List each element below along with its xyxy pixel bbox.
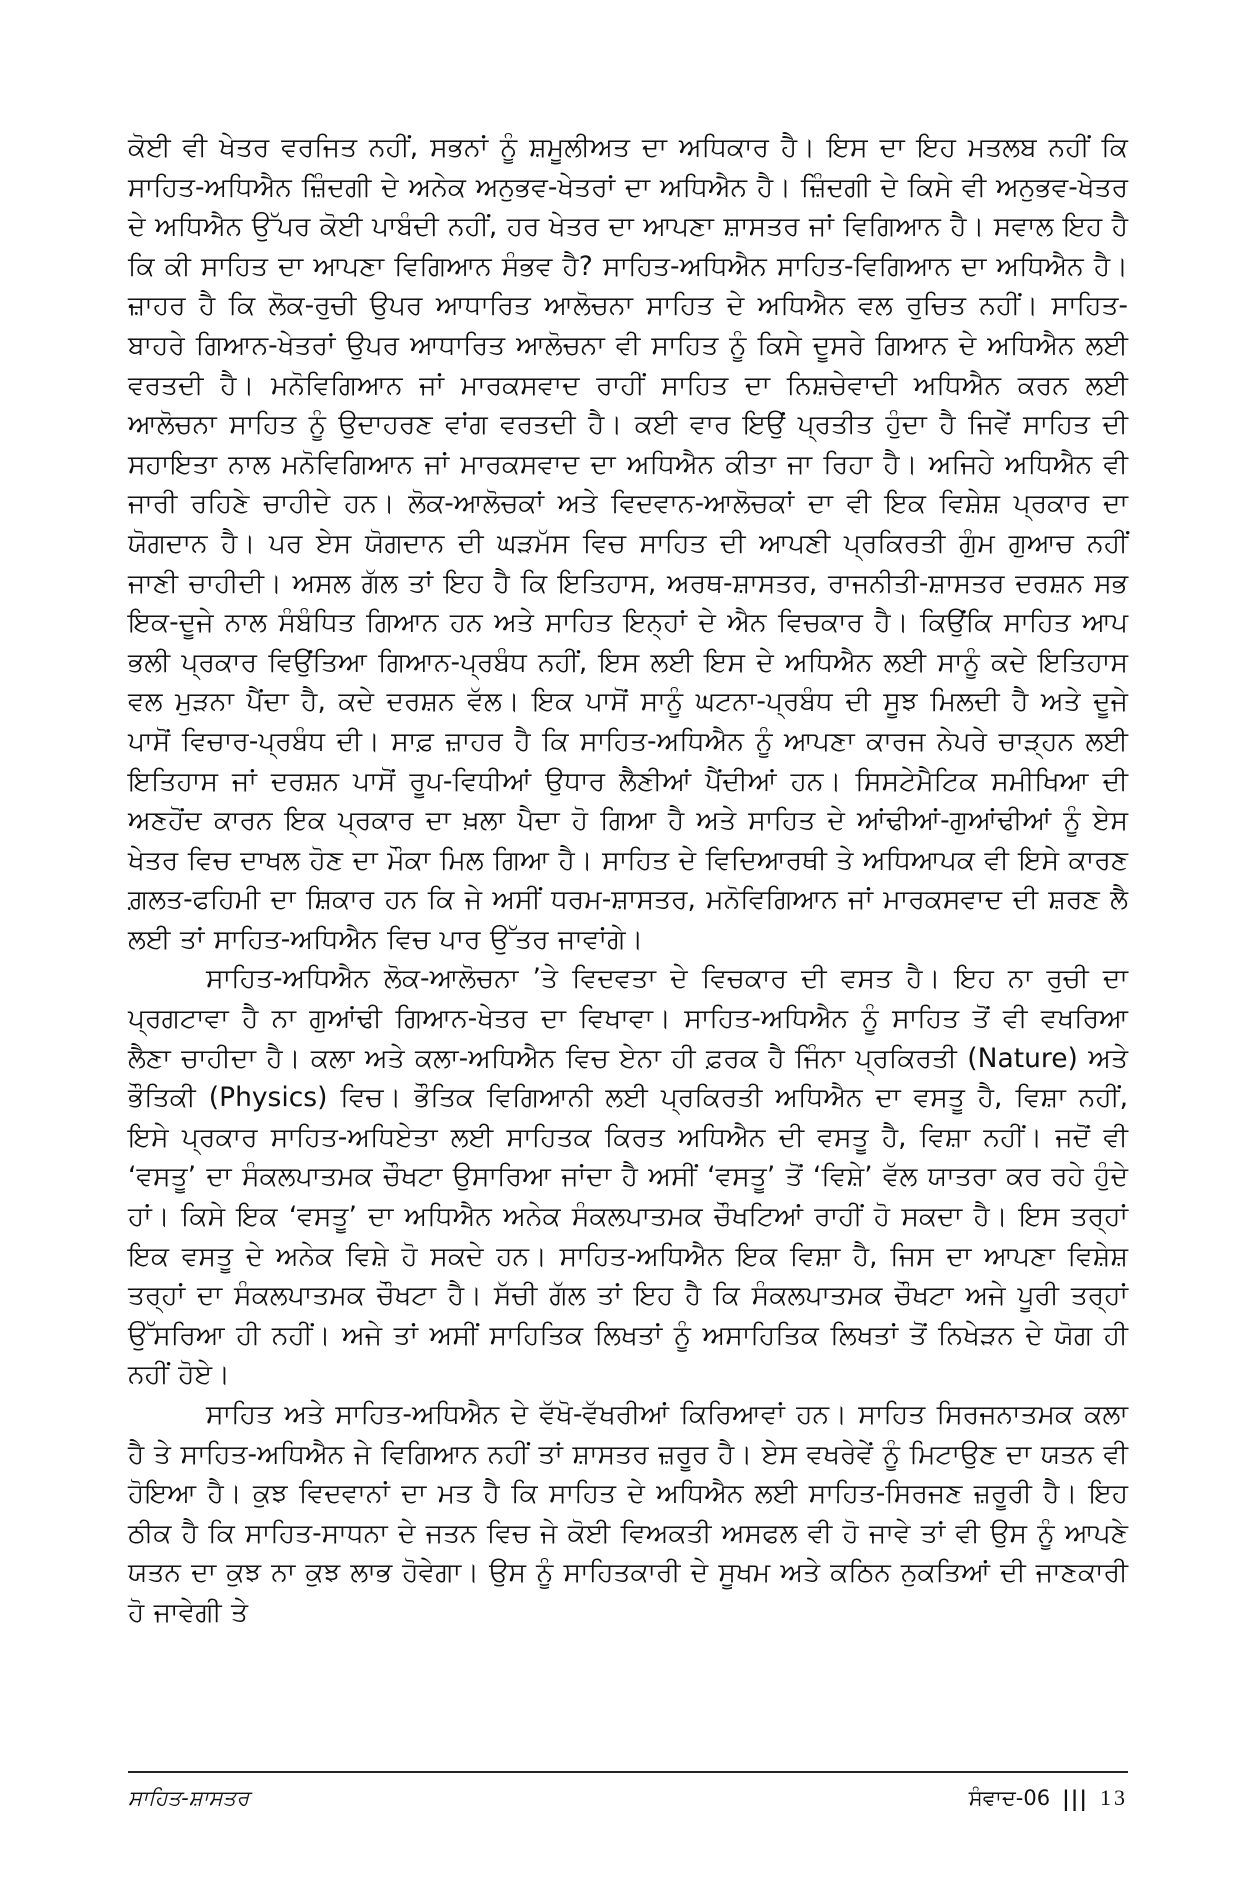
paragraph-3: ਸਾਹਿਤ ਅਤੇ ਸਾਹਿਤ-ਅਧਿਐਨ ਦੇ ਵੱਖੋ-ਵੱਖਰੀਆਂ ਕਿਰਿਆਵਾਂ ਹਨ। ਸਾਹਿਤ ਸਿਰਜਨਾਤਮਕ ਕਲਾ ਹੈ ਤੇ ਸਾਹਿਤ-ਅਧਿਐਨ ਜੇ ਵਿਗਿਆਨ ਨਹੀਂ ਤਾਂ ਸ਼ਾਸਤਰ ਜ਼ਰੂਰ ਹੈ। ਏਸ ਵਖਰੇਵੇਂ ਨੂੰ ਮਿਟਾਉਣ ਦਾ ਯਤਨ ਵੀ ਹੋਇਆ ਹੈ। ਕੁਝ ਵਿਦਵਾਨਾਂ ਦਾ ਮਤ ਹੈ ਕਿ ਸਾਹਿਤ ਦੇ ਅਧਿਐਨ ਲਈ ਸਾਹਿਤ-ਸਿਰਜਣ ਜ਼ਰੂਰੀ ਹੈ। ਇਹ ਠੀਕ ਹੈ ਕਿ ਸਾਹਿਤ-ਸਾਧਨਾ ਦੇ ਜਤਨ ਵਿਚ ਜੇ ਕੋਈ ਵਿਅਕਤੀ ਅਸਫਲ ਵੀ ਹੋ ਜਾਵੇ ਤਾਂ ਵੀ ਉਸ ਨੂੰ ਆਪਣੇ ਯਤਨ ਦਾ ਕੁਝ ਨਾ ਕੁਝ ਲਾਭ ਹੋਵੇਗਾ। ਉਸ ਨੂੰ ਸਾਹਿਤਕਾਰੀ ਦੇ ਸੂਖਮ ਅਤੇ ਕਠਿਨ ਨੁਕਤਿਆਂ ਦੀ ਜਾਣਕਾਰੀ ਹੋ ਜਾਵੇਗੀ ਤੇ	[128, 1399, 1128, 1628]
paragraph-1: ਕੋਈ ਵੀ ਖੇਤਰ ਵਰਜਿਤ ਨਹੀਂ, ਸਭਨਾਂ ਨੂੰ ਸ਼ਮੂਲੀਅਤ ਦਾ ਅਧਿਕਾਰ ਹੈ। ਇਸ ਦਾ ਇਹ ਮਤਲਬ ਨਹੀਂ ਕਿ ਸਾਹਿਤ-ਅਧਿਐਨ ਜ਼ਿੰਦਗੀ ਦੇ ਅਨੇਕ ਅਨੁਭਵ-ਖੇਤਰਾਂ ਦਾ ਅਧਿਐਨ ਹੈ। ਜ਼ਿੰਦਗੀ ਦੇ ਕਿਸੇ ਵੀ ਅਨੁਭਵ-ਖੇਤਰ ਦੇ ਅਧਿਐਨ ਉੱਪਰ ਕੋਈ ਪਾਬੰਦੀ ਨਹੀਂ, ਹਰ ਖੇਤਰ ਦਾ ਆਪਣਾ ਸ਼ਾਸਤਰ ਜਾਂ ਵਿਗਿਆਨ ਹੈ। ਸਵਾਲ ਇਹ ਹੈ ਕਿ ਕੀ ਸਾਹਿਤ ਦਾ ਆਪਣਾ ਵਿਗਿਆਨ ਸੰਭਵ ਹੈ? ਸਾਹਿਤ-ਅਧਿਐਨ ਸਾਹਿਤ-ਵਿਗਿਆਨ ਦਾ ਅਧਿਐਨ ਹੈ। ਜ਼ਾਹਰ ਹੈ ਕਿ ਲੋਕ-ਰੁਚੀ ਉਪਰ ਆਧਾਰਿਤ ਆਲੋਚਨਾ ਸਾਹਿਤ ਦੇ ਅਧਿਐਨ ਵਲ ਰੁਚਿਤ ਨਹੀਂ। ਸਾਹਿਤ-ਬਾਹਰੇ ਗਿਆਨ-ਖੇਤਰਾਂ ਉਪਰ ਆਧਾਰਿਤ ਆਲੋਚਨਾ ਵੀ ਸਾਹਿਤ ਨੂੰ ਕਿਸੇ ਦੂਸਰੇ ਗਿਆਨ ਦੇ ਅਧਿਐਨ ਲਈ ਵਰਤਦੀ ਹੈ। ਮਨੋਵਿਗਿਆਨ ਜਾਂ ਮਾਰਕਸਵਾਦ ਰਾਹੀਂ ਸਾਹਿਤ ਦਾ ਨਿਸ਼ਚੇਵਾਦੀ ਅਧਿਐਨ ਕਰਨ ਲਈ ਆਲੋਚਨਾ ਸਾਹਿਤ ਨੂੰ ਉਦਾਹਰਣ ਵਾਂਗ ਵਰਤਦੀ ਹੈ। ਕਈ ਵਾਰ ਇਉਂ ਪ੍ਰਤੀਤ ਹੁੰਦਾ ਹੈ ਜਿਵੇਂ ਸਾਹਿਤ ਦੀ ਸਹਾਇਤਾ ਨਾਲ ਮਨੋਵਿਗਿਆਨ ਜਾਂ ਮਾਰਕਸਵਾਦ ਦਾ ਅਧਿਐਨ ਕੀਤਾ ਜਾ ਰਿਹਾ ਹੈ। ਅਜਿਹੇ ਅਧਿਐਨ ਵੀ ਜਾਰੀ ਰਹਿਣੇ ਚਾਹੀਦੇ ਹਨ। ਲੋਕ-ਆਲੋਚਕਾਂ ਅਤੇ ਵਿਦਵਾਨ-ਆਲੋਚਕਾਂ ਦਾ ਵੀ ਇਕ ਵਿਸ਼ੇਸ਼ ਪ੍ਰਕਾਰ ਦਾ ਯੋਗਦਾਨ ਹੈ। ਪਰ ਏਸ ਯੋਗਦਾਨ ਦੀ ਘੜਮੱਸ ਵਿਚ ਸਾਹਿਤ ਦੀ ਆਪਣੀ ਪ੍ਰਕਿਰਤੀ ਗੁੰਮ ਗੁਆਚ ਨਹੀਂ ਜਾਣੀ ਚਾਹੀਦੀ। ਅਸਲ ਗੱਲ ਤਾਂ ਇਹ ਹੈ ਕਿ ਇਤਿਹਾਸ, ਅਰਥ-ਸ਼ਾਸਤਰ, ਰਾਜਨੀਤੀ-ਸ਼ਾਸਤਰ ਦਰਸ਼ਨ ਸਭ ਇਕ-ਦੂਜੇ ਨਾਲ ਸੰਬੰਧਿਤ ਗਿਆਨ ਹਨ ਅਤੇ ਸਾਹਿਤ ਇਨ੍ਹਾਂ ਦੇ ਐਨ ਵਿਚਕਾਰ ਹੈ। ਕਿਉਂਕਿ ਸਾਹਿਤ ਆਪ ਭਲੀ ਪ੍ਰਕਾਰ ਵਿਉਂਤਿਆ ਗਿਆਨ-ਪ੍ਰਬੰਧ ਨਹੀਂ, ਇਸ ਲਈ ਇਸ ਦੇ ਅਧਿਐਨ ਲਈ ਸਾਨੂੰ ਕਦੇ ਇਤਿਹਾਸ ਵਲ ਮੁੜਨਾ ਪੈਂਦਾ ਹੈ, ਕਦੇ ਦਰਸ਼ਨ ਵੱਲ। ਇਕ ਪਾਸੋਂ ਸਾਨੂੰ ਘਟਨਾ-ਪ੍ਰਬੰਧ ਦੀ ਸੂਝ ਮਿਲਦੀ ਹੈ ਅਤੇ ਦੂਜੇ ਪਾਸੋਂ ਵਿਚਾਰ-ਪ੍ਰਬੰਧ ਦੀ। ਸਾਫ਼ ਜ਼ਾਹਰ ਹੈ ਕਿ ਸਾਹਿਤ-ਅਧਿਐਨ ਨੂੰ ਆਪਣਾ ਕਾਰਜ ਨੇਪਰੇ ਚਾੜ੍ਹਨ ਲਈ ਇਤਿਹਾਸ ਜਾਂ ਦਰਸ਼ਨ ਪਾਸੋਂ ਰੂਪ-ਵਿਧੀਆਂ ਉਧਾਰ ਲੈਣੀਆਂ ਪੈਂਦੀਆਂ ਹਨ। ਸਿਸਟੇਮੈਟਿਕ ਸਮੀਖਿਆ ਦੀ ਅਣਹੋਂਦ ਕਾਰਨ ਇਕ ਪ੍ਰਕਾਰ ਦਾ ਖ਼ਲਾ ਪੈਦਾ ਹੋ ਗਿਆ ਹੈ ਅਤੇ ਸਾਹਿਤ ਦੇ ਆਂਢੀਆਂ-ਗੁਆਂਢੀਆਂ ਨੂੰ ਏਸ ਖੇਤਰ ਵਿਚ ਦਾਖਲ ਹੋਣ ਦਾ ਮੌਕਾ ਮਿਲ ਗਿਆ ਹੈ। ਸਾਹਿਤ ਦੇ ਵਿਦਿਆਰਥੀ ਤੇ ਅਧਿਆਪਕ ਵੀ ਇਸੇ ਕਾਰਣ ਗ਼ਲਤ-ਫਹਿਮੀ ਦਾ ਸ਼ਿਕਾਰ ਹਨ ਕਿ ਜੇ ਅਸੀਂ ਧਰਮ-ਸ਼ਾਸਤਰ, ਮਨੋਵਿਗਿਆਨ ਜਾਂ ਮਾਰਕਸਵਾਦ ਦੀ ਸ਼ਰਣ ਲੈ ਲਈ ਤਾਂ ਸਾਹਿਤ-ਅਧਿਐਨ ਵਿਚ ਪਾਰ ਉੱਤਰ ਜਾਵਾਂਗੇ।	[128, 132, 1128, 955]
footer-right	[969, 1785, 1128, 1811]
footer-journal-issue: ਸੰਵਾਦ-06	[968, 1785, 1051, 1810]
footer-separator: |||	[1062, 1785, 1088, 1811]
footer-book-title: ਸਾਹਿਤ-ਸ਼ਾਸਤਰ	[128, 1785, 250, 1810]
paragraph-2: ਸਾਹਿਤ-ਅਧਿਐਨ ਲੋਕ-ਆਲੋਚਨਾ ’ਤੇ ਵਿਦਵਤਾ ਦੇ ਵਿਚਕਾਰ ਦੀ ਵਸਤ ਹੈ। ਇਹ ਨਾ ਰੁਚੀ ਦਾ ਪ੍ਰਗਟਾਵਾ ਹੈ ਨਾ ਗੁਆਂਢੀ ਗਿਆਨ-ਖੇਤਰ ਦਾ ਵਿਖਾਵਾ। ਸਾਹਿਤ-ਅਧਿਐਨ ਨੂੰ ਸਾਹਿਤ ਤੋਂ ਵੀ ਵਖਰਿਆ ਲੈਣਾ ਚਾਹੀਦਾ ਹੈ। ਕਲਾ ਅਤੇ ਕਲਾ-ਅਧਿਐਨ ਵਿਚ ਏਨਾ ਹੀ ਫ਼ਰਕ ਹੈ ਜਿੰਨਾ ਪ੍ਰਕਿਰਤੀ (Nature) ਅਤੇ ਭੌਤਿਕੀ (Physics) ਵਿਚ। ਭੌਤਿਕ ਵਿਗਿਆਨੀ ਲਈ ਪ੍ਰਕਿਰਤੀ ਅਧਿਐਨ ਦਾ ਵਸਤੂ ਹੈ, ਵਿਸ਼ਾ ਨਹੀਂ, ਇਸੇ ਪ੍ਰਕਾਰ ਸਾਹਿਤ-ਅਧਿਏਤਾ ਲਈ ਸਾਹਿਤਕ ਕਿਰਤ ਅਧਿਐਨ ਦੀ ਵਸਤੂ ਹੈ, ਵਿਸ਼ਾ ਨਹੀਂ। ਜਦੋਂ ਵੀ ‘ਵਸਤੂ’ ਦਾ ਸੰਕਲਪਾਤਮਕ ਚੌਖਟਾ ਉਸਾਰਿਆ ਜਾਂਦਾ ਹੈ ਅਸੀਂ ‘ਵਸਤੂ’ ਤੋਂ ‘ਵਿਸ਼ੇ’ ਵੱਲ ਯਾਤਰਾ ਕਰ ਰਹੇ ਹੁੰਦੇ ਹਾਂ। ਕਿਸੇ ਇਕ ‘ਵਸਤੂ’ ਦਾ ਅਧਿਐਨ ਅਨੇਕ ਸੰਕਲਪਾਤਮਕ ਚੌਖਟਿਆਂ ਰਾਹੀਂ ਹੋ ਸਕਦਾ ਹੈ। ਇਸ ਤਰ੍ਹਾਂ ਇਕ ਵਸਤੂ ਦੇ ਅਨੇਕ ਵਿਸ਼ੇ ਹੋ ਸਕਦੇ ਹਨ। ਸਾਹਿਤ-ਅਧਿਐਨ ਇਕ ਵਿਸ਼ਾ ਹੈ, ਜਿਸ ਦਾ ਆਪਣਾ ਵਿਸ਼ੇਸ਼ ਤਰ੍ਹਾਂ ਦਾ ਸੰਕਲਪਾਤਮਕ ਚੌਖਟਾ ਹੈ। ਸੱਚੀ ਗੱਲ ਤਾਂ ਇਹ ਹੈ ਕਿ ਸੰਕਲਪਾਤਮਕ ਚੌਖਟਾ ਅਜੇ ਪੂਰੀ ਤਰ੍ਹਾਂ ਉੱਸਰਿਆ ਹੀ ਨਹੀਂ। ਅਜੇ ਤਾਂ ਅਸੀਂ ਸਾਹਿਤਿਕ ਲਿਖਤਾਂ ਨੂੰ ਅਸਾਹਿਤਿਕ ਲਿਖਤਾਂ ਤੋਂ ਨਿਖੇੜਨ ਦੇ ਯੋਗ ਹੀ ਨਹੀਂ ਹੋਏ।	[128, 963, 1128, 1391]
page-footer	[128, 1771, 1128, 1811]
page-number: 13	[1100, 1785, 1128, 1810]
body-text	[128, 128, 1128, 1633]
